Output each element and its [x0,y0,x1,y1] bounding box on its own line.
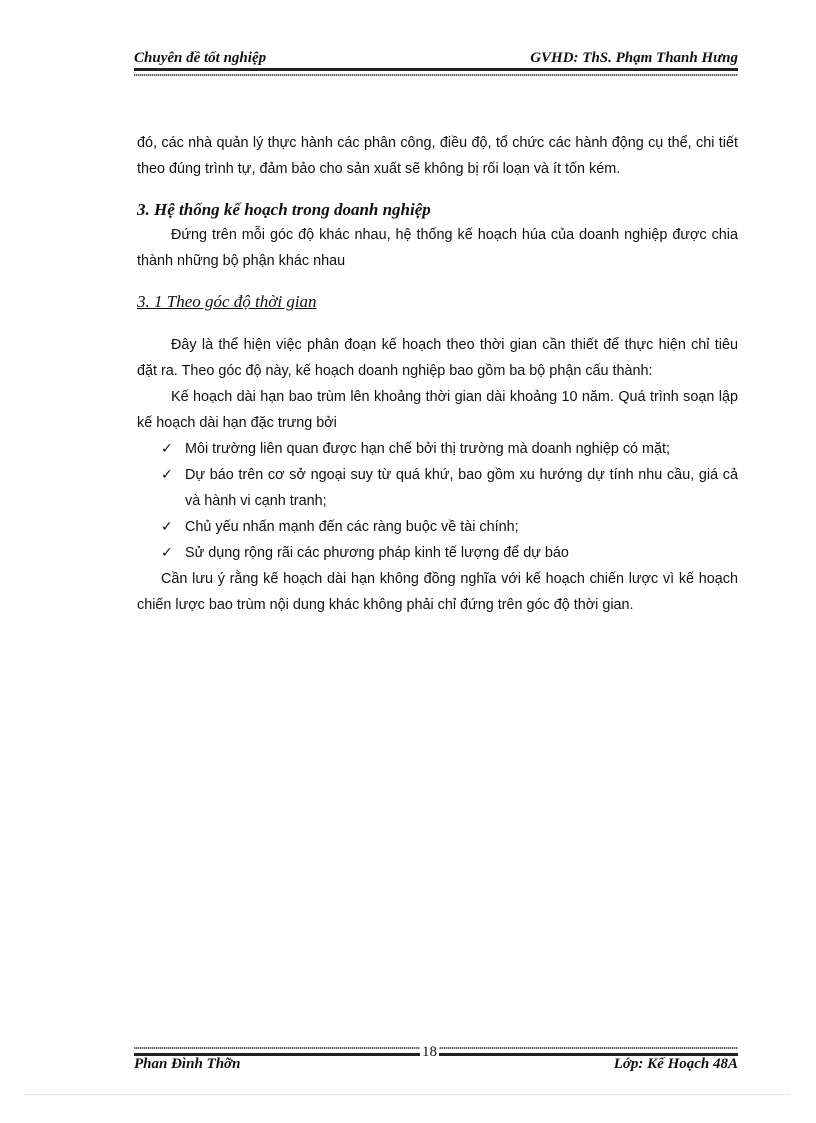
footer-author: Phan Đình Thỡn [134,1056,241,1072]
list-item [137,462,738,514]
header-rule [134,68,738,76]
page-header [134,48,738,70]
section-paragraph: Đứng trên mỗi góc độ khác nhau, hệ thống kế hoạch húa của doanh nghiệp được chia thành những bộ phận khác nhau [137,227,738,269]
subsection-heading: 3. 1 Theo góc độ thời gian [137,292,317,311]
list-item [137,436,738,462]
footer-class: Lớp: Kế Hoạch 48A [613,1056,738,1072]
list-item [137,514,738,540]
check-icon: ✓ [161,545,173,561]
list-item [137,540,738,566]
check-icon: ✓ [161,519,173,535]
header-advisor: GVHD: ThS. Phạm Thanh Hưng [530,50,738,66]
body-paragraph: Kế hoạch dài hạn bao trùm lên khoảng thời gian dài khoảng 10 năm. Quá trình soạn lập kế hoạch dài hạn đặc trưng bởi [137,389,738,431]
check-list [137,436,738,566]
section-heading: 3. Hệ thống kế hoạch trong doanh nghiệp [137,200,431,219]
page-footer [134,1054,738,1076]
list-item-text: Sử dụng rộng rãi các phương pháp kinh tế lượng để dự báo [185,545,569,561]
page-number: 18 [422,1044,437,1060]
page-bottom-border [26,1094,790,1096]
check-icon: ✓ [161,441,173,457]
page-content [137,130,738,618]
list-item-text: Môi trường liên quan được hạn chế bởi thị trường mà doanh nghiệp có mặt; [185,441,671,457]
check-icon: ✓ [161,467,173,483]
list-item-text: Chủ yếu nhấn mạnh đến các ràng buộc về tài chính; [185,519,519,535]
closing-paragraph: Cần lưu ý rằng kế hoạch dài hạn không đồng nghĩa với kế hoạch chiến lược vì kế hoạch chiến lược bao trùm nội dung khác không phải chỉ đứng trên góc độ thời gian. [137,571,738,613]
body-paragraph: Đây là thể hiện việc phân đoạn kế hoạch theo thời gian cần thiết để thực hiện chỉ tiêu đặt ra. Theo góc độ này, kế hoạch doanh nghiệp bao gồm ba bộ phận cấu thành: [137,337,738,379]
header-title: Chuyên đề tốt nghiệp [134,50,267,66]
list-item-text: Dự báo trên cơ sở ngoại suy từ quá khứ, bao gồm xu hướng dự tính nhu cầu, giá cả và hành vi cạnh tranh; [185,467,738,509]
intro-paragraph: đó, các nhà quản lý thực hành các phân công, điều độ, tổ chức các hành động cụ thể, chi tiết theo đúng trình tự, đảm bảo cho sản xuất sẽ không bị rối loạn và ít tốn kém. [137,135,738,177]
